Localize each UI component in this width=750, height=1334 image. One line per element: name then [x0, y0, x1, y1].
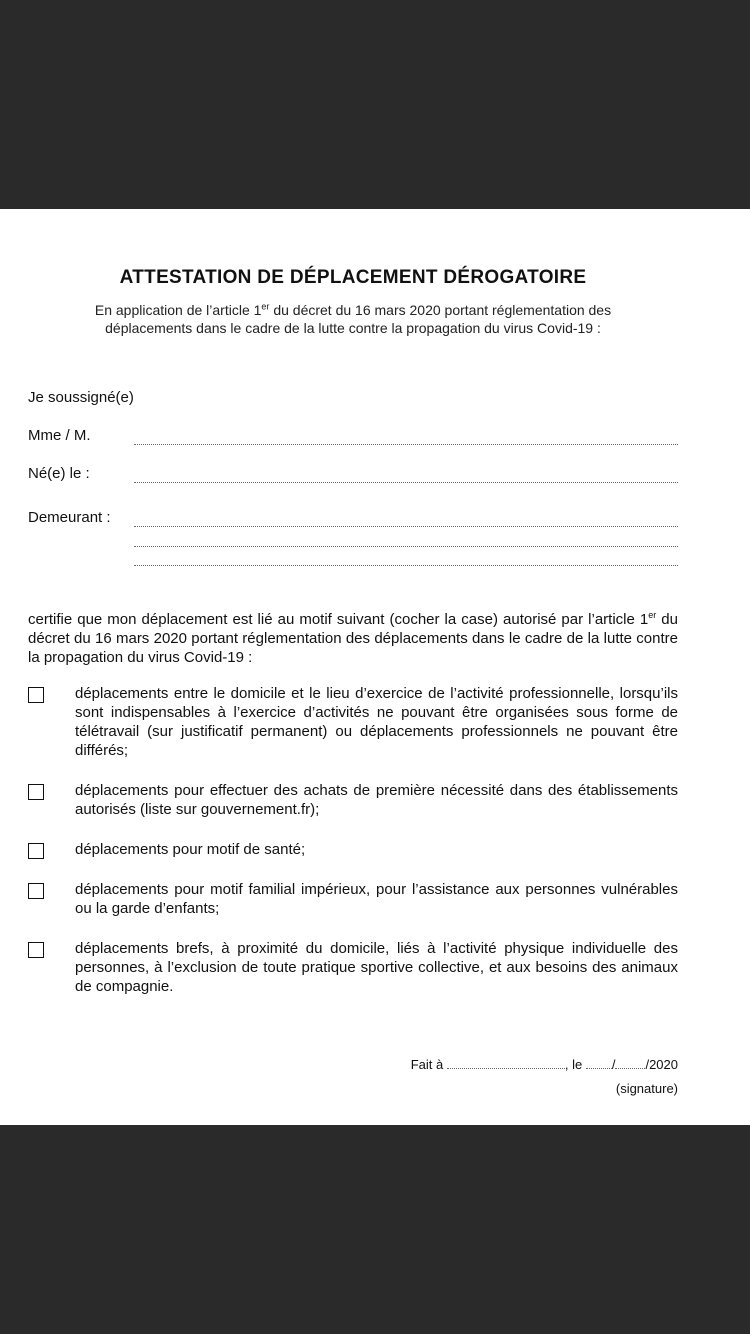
year-text: /2020: [645, 1057, 678, 1072]
address-label: Demeurant :: [28, 509, 111, 526]
subtitle-text-1: En application de l’article 1: [94, 302, 262, 318]
subtitle-sup: er: [261, 301, 270, 312]
document-title: ATTESTATION DE DÉPLACEMENT DÉROGATOIRE: [119, 267, 587, 288]
date-slash: /: [611, 1057, 616, 1072]
option-family-text: déplacements pour motif familial impérieux, pour l’assistance aux personnes vulnérables ou la garde d’enfants;: [75, 881, 678, 917]
address-field-line-1[interactable]: [134, 526, 678, 527]
name-field[interactable]: [134, 444, 678, 445]
certify-sup: er: [648, 610, 657, 620]
fait-label: Fait à: [410, 1057, 444, 1072]
subtitle-text-2: du décret du 16 mars 2020 portant réglementation des: [269, 302, 612, 318]
birth-field[interactable]: [134, 482, 678, 483]
subtitle-text-3: déplacements dans le cadre de la lutte contre la propagation du virus Covid-19 :: [105, 320, 601, 336]
certify-paragraph: [28, 610, 678, 667]
name-label: Mme / M.: [28, 427, 91, 444]
signature-label: (signature): [615, 1081, 678, 1096]
place-field[interactable]: [447, 1058, 565, 1069]
fait-line: [411, 1057, 678, 1072]
intro-label: Je soussigné(e): [28, 389, 134, 406]
address-field-line-3[interactable]: [134, 565, 678, 566]
day-field[interactable]: [586, 1058, 612, 1069]
attestation-page: [0, 209, 750, 1125]
address-field-line-2[interactable]: [134, 546, 678, 547]
bottom-dark-band: [0, 1125, 750, 1334]
document-subtitle: [40, 301, 666, 337]
checkbox-work[interactable]: [28, 687, 44, 703]
birth-label: Né(e) le :: [28, 465, 90, 482]
option-health-text: déplacements pour motif de santé;: [75, 841, 306, 858]
certify-text-1: certifie que mon déplacement est lié au motif suivant (cocher la case) autorisé par l’article 1: [28, 611, 649, 628]
option-purchases-text: déplacements pour effectuer des achats de première nécessité dans des établissements autorisés (liste sur gouvernement.fr);: [75, 782, 678, 818]
checkbox-health[interactable]: [28, 843, 44, 859]
option-exercise-text: déplacements brefs, à proximité du domicile, liés à l’activité physique individuelle des personnes, à l’exclusion de toute pratique sportive collective, et aux besoins des animaux de compagnie.: [75, 940, 678, 995]
top-dark-band: [0, 0, 750, 209]
le-label: , le: [564, 1057, 583, 1072]
checkbox-purchases[interactable]: [28, 784, 44, 800]
option-work-text: déplacements entre le domicile et le lieu d’exercice de l’activité professionnelle, lorsqu’ils sont indispensables à l’exercice d’activités ne pouvant être organisées sous forme de télétravail (sur justificatif permanent) ou déplacements professionnels ne pouvant être différés;: [75, 685, 678, 759]
checkbox-exercise[interactable]: [28, 942, 44, 958]
checkbox-family[interactable]: [28, 883, 44, 899]
certify-text-2: du décret du 16 mars 2020 portant réglementation des déplacements dans le cadre de la lutte contre la propagation du virus Covid-19 :: [28, 611, 678, 666]
month-field[interactable]: [615, 1058, 645, 1069]
